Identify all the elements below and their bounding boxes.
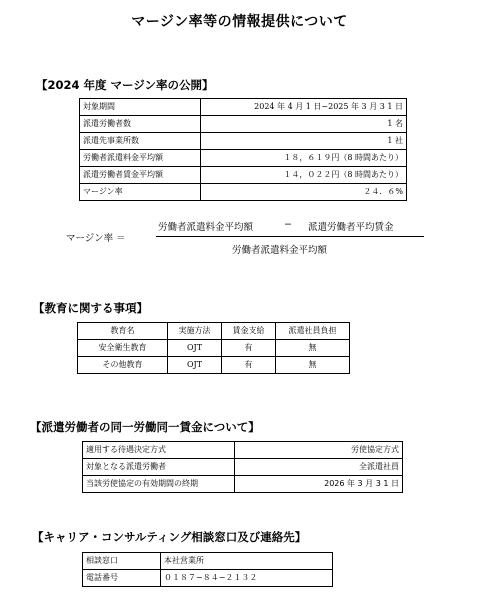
education-table [77, 322, 350, 374]
education-cell: その他教育 [78, 357, 168, 374]
education-cell: 有 [222, 357, 276, 374]
career-table [82, 552, 333, 587]
education-section-heading: 【教育に関する事項】 [33, 301, 148, 315]
equal-pay-label: 適用する待遇決定方式 [83, 442, 235, 459]
education-cell: 安全衛生教育 [78, 340, 168, 357]
career-label: 電話番号 [83, 570, 161, 587]
margin-label-workers: 派遣労働者数 [80, 116, 201, 133]
table-row [78, 340, 350, 357]
equal-pay-section-heading: 【派遣労働者の同一労働同一賃金について】 [30, 420, 260, 434]
table-row [80, 184, 407, 201]
education-cell: 無 [276, 357, 350, 374]
equal-pay-label: 対象となる派遣労働者 [83, 459, 235, 476]
career-phone-value: ０１８７−８４−２１３２ [161, 570, 333, 587]
margin-label-sites: 派遣先事業所数 [80, 133, 201, 150]
margin-section-heading: 【2024 年度 マージン率の公開】 [36, 78, 214, 92]
equal-pay-table [82, 441, 403, 493]
education-header-method: 実施方法 [168, 323, 222, 340]
career-section-heading: 【キャリア・コンサルティング相談窓口及び連絡先】 [32, 530, 307, 544]
formula-fraction-line [156, 236, 424, 237]
table-header-row [78, 323, 350, 340]
table-row [83, 553, 333, 570]
table-row [83, 442, 403, 459]
table-row [83, 476, 403, 493]
margin-value-wage: １４，０２２円（8 時間あたり） [201, 167, 407, 184]
formula-lhs: マージン率 ＝ [66, 233, 126, 244]
education-cell: 無 [276, 340, 350, 357]
education-cell: OJT [168, 357, 222, 374]
table-row [80, 150, 407, 167]
table-row [83, 570, 333, 587]
career-value: 本社営業所 [161, 553, 333, 570]
margin-label-rate: マージン率 [80, 184, 201, 201]
table-row [83, 459, 403, 476]
table-row [80, 99, 407, 116]
education-header-name: 教育名 [78, 323, 168, 340]
education-cell: OJT [168, 340, 222, 357]
formula-numerator-a: 労働者派遣料金平均額 [158, 222, 254, 233]
margin-label-wage: 派遣労働者賃金平均額 [80, 167, 201, 184]
formula-minus: − [284, 219, 292, 230]
table-row [80, 116, 407, 133]
education-cell: 有 [222, 340, 276, 357]
career-label: 相談窓口 [83, 553, 161, 570]
formula-numerator-b: 派遣労働者平均賃金 [308, 222, 394, 233]
margin-table [79, 98, 407, 201]
margin-label-fee: 労働者派遣料金平均額 [80, 150, 201, 167]
equal-pay-value: 全派遣社員 [235, 459, 403, 476]
margin-value-rate: ２４．６% [201, 184, 407, 201]
equal-pay-label: 当該労使協定の有効期間の終期 [83, 476, 235, 493]
margin-value-workers: 1 名 [201, 116, 407, 133]
equal-pay-value: 2026 年 3 月 3 1 日 [235, 476, 403, 493]
margin-value-sites: 1 社 [201, 133, 407, 150]
margin-value-period: 2024 年 4 月 1 日~2025 年 3 月 3 1 日 [201, 99, 407, 116]
table-row [80, 167, 407, 184]
margin-value-fee: １８，６１９円（8 時間あたり） [201, 150, 407, 167]
education-header-paid: 賃金支給 [222, 323, 276, 340]
formula-denominator: 労働者派遣料金平均額 [232, 245, 328, 256]
equal-pay-value: 労使協定方式 [235, 442, 403, 459]
table-row [78, 357, 350, 374]
page-title: マージン率等の情報提供について [131, 14, 348, 30]
table-row [80, 133, 407, 150]
margin-label-period: 対象期間 [80, 99, 201, 116]
education-header-burden: 派遣社員負担 [276, 323, 350, 340]
